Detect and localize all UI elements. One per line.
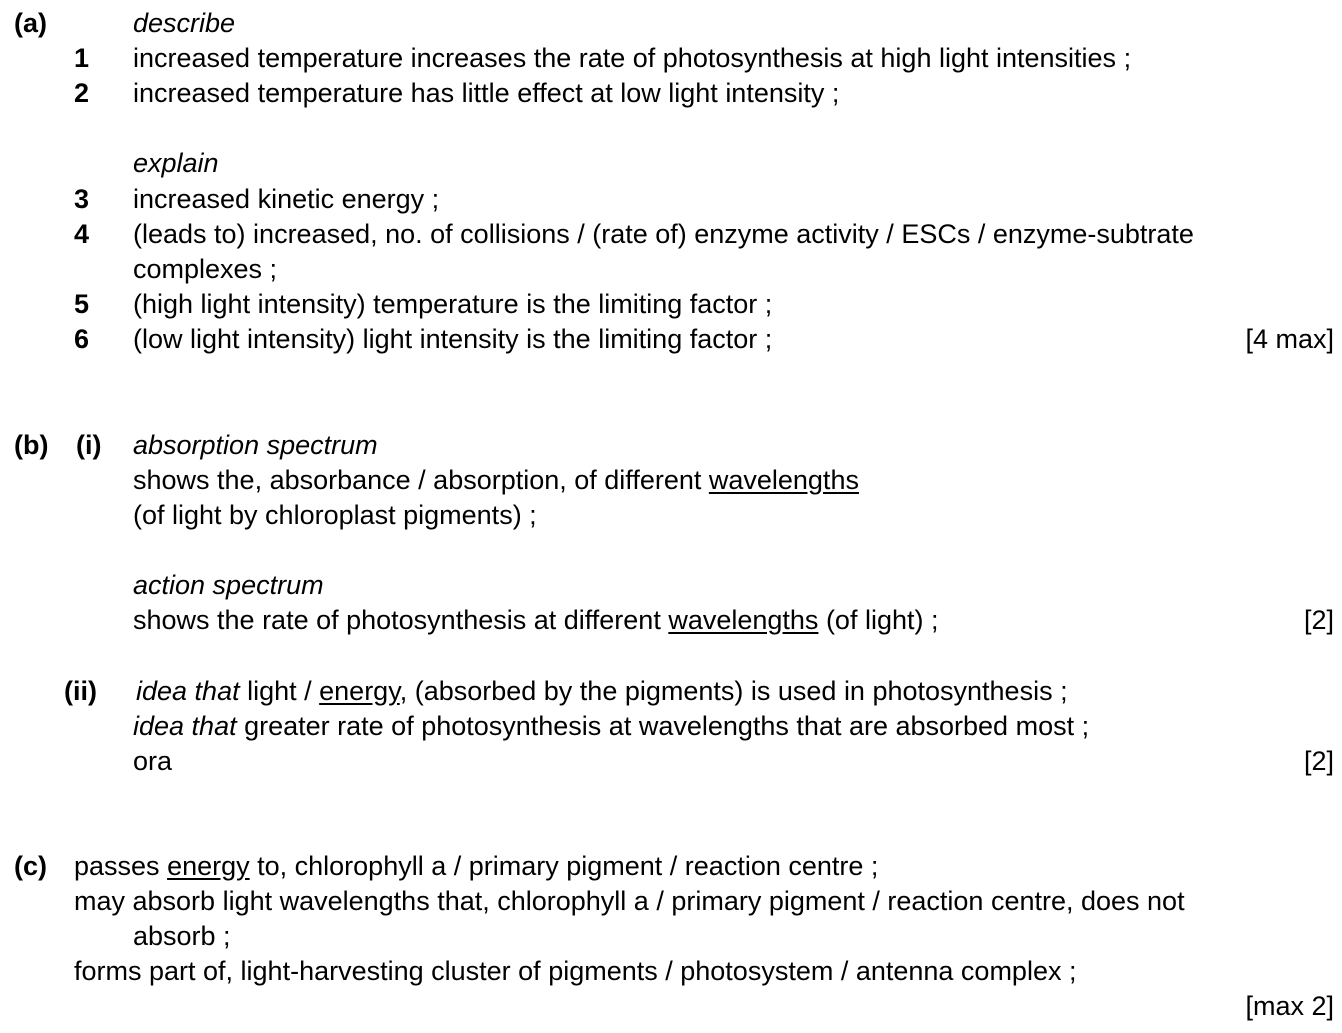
point-text: increased temperature has little effect at low light intensity ; (133, 78, 840, 108)
text-segment: passes (74, 851, 168, 881)
marks-allocation: [max 2] (1245, 991, 1334, 1021)
text-segment: light / (239, 676, 320, 706)
answer-line (74, 853, 878, 880)
point-number: 2 (74, 78, 90, 108)
explain-heading: explain (133, 148, 219, 178)
marks-allocation: [4 max] (1245, 324, 1334, 354)
point-text: increased kinetic energy ; (133, 184, 440, 214)
text-segment: to, chlorophyll a / primary pigment / reaction centre ; (249, 851, 879, 881)
point-text: (high light intensity) temperature is the limiting factor ; (133, 289, 773, 319)
action-definition (133, 607, 938, 634)
point-text: increased temperature increases the rate of photosynthesis at high light intensities ; (133, 43, 1132, 73)
answer-line: forms part of, light-harvesting cluster of pigments / photosystem / antenna complex ; (74, 956, 1077, 986)
idea-that-qualifier: idea that (136, 676, 240, 706)
part-b-label: (b) (14, 430, 49, 460)
absorption-definition-continuation: (of light by chloroplast pigments) ; (133, 500, 537, 530)
underlined-term: energy (167, 851, 250, 881)
point-number: 5 (74, 289, 90, 319)
answer-line (133, 713, 1089, 740)
underlined-term: wavelengths (668, 605, 819, 635)
part-a-label: (a) (14, 8, 47, 38)
text-segment: shows the rate of photosynthesis at different (133, 605, 669, 635)
absorption-spectrum-heading: absorption spectrum (133, 430, 378, 460)
text-segment: shows the, absorbance / absorption, of different (133, 465, 709, 495)
answer-line-continuation: absorb ; (133, 921, 231, 951)
text-segment: (of light) ; (818, 605, 939, 635)
marks-allocation: [2] (1303, 605, 1334, 635)
idea-that-qualifier: idea that (133, 711, 237, 741)
sub-part-i-label: (i) (76, 430, 102, 460)
answer-line: may absorb light wavelengths that, chlorophyll a / primary pigment / reaction centre, does not (74, 886, 1185, 916)
underlined-term: wavelengths (708, 465, 859, 495)
answer-line (136, 678, 1068, 705)
point-number: 6 (74, 324, 90, 354)
action-spectrum-heading: action spectrum (133, 570, 324, 600)
point-number: 3 (74, 184, 90, 214)
underlined-term: energy (319, 676, 400, 706)
absorption-definition (133, 467, 859, 494)
ora-note: ora (133, 746, 173, 776)
point-text: (leads to) increased, no. of collisions / (rate of) enzyme activity / ESCs / enzyme-subtrate (133, 219, 1194, 249)
point-number: 1 (74, 43, 90, 73)
text-segment: greater rate of photosynthesis at wavelengths that are absorbed most ; (236, 711, 1090, 741)
point-text: (low light intensity) light intensity is the limiting factor ; (133, 324, 773, 354)
point-number: 4 (74, 219, 90, 249)
part-c-label: (c) (14, 851, 47, 881)
point-text-continuation: complexes ; (133, 254, 278, 284)
sub-part-ii-label: (ii) (64, 676, 97, 706)
describe-heading: describe (133, 8, 236, 38)
text-segment: , (absorbed by the pigments) is used in photosynthesis ; (399, 676, 1068, 706)
marks-allocation: [2] (1303, 746, 1334, 776)
